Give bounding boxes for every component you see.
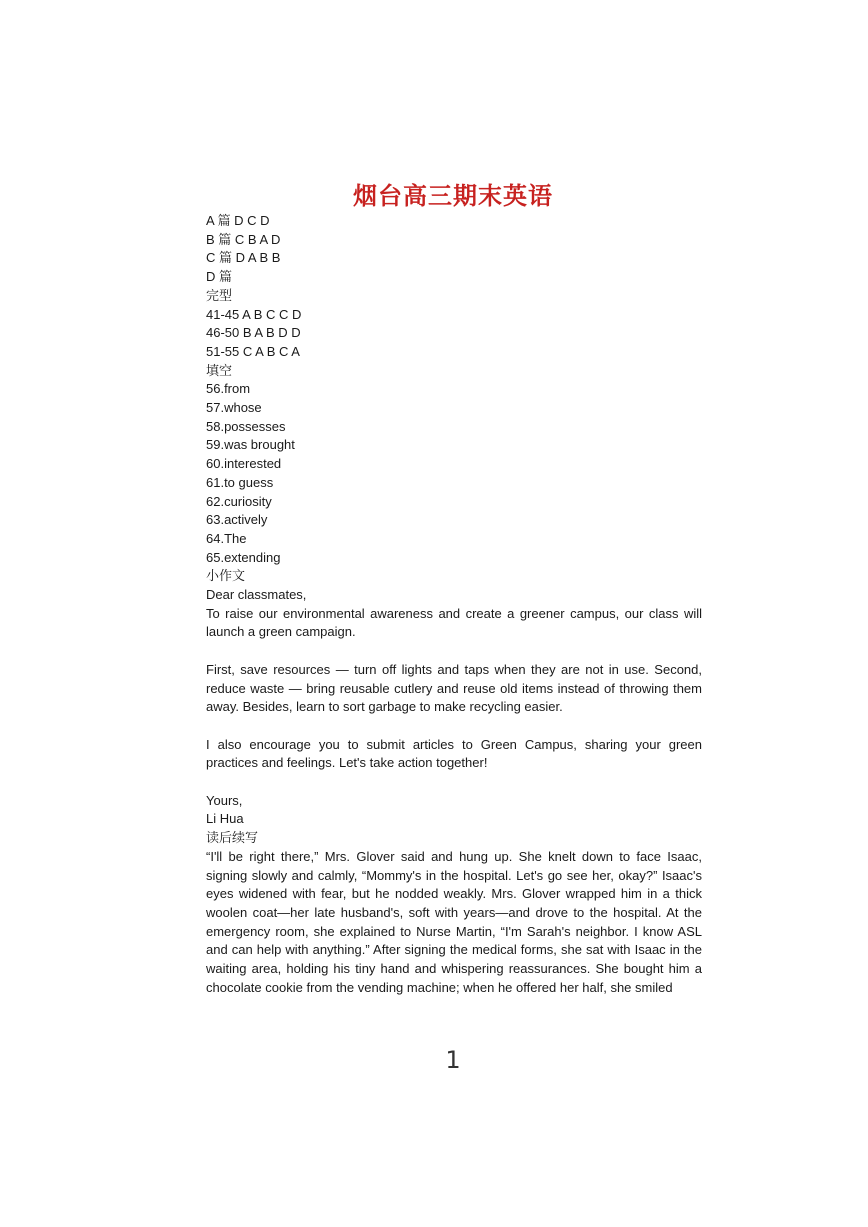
essay-paragraph-3: I also encourage you to submit articles to Green Campus, sharing your green practices and feelings. Let's take action together! — [206, 736, 702, 771]
fill-answer: 62.curiosity — [206, 493, 272, 509]
essay-closing: Yours, — [206, 792, 243, 808]
essay-signature: Li Hua — [206, 811, 244, 827]
document-title: 烟台高三期末英语 — [353, 182, 553, 210]
fill-answer: 60.interested — [206, 456, 282, 472]
cloze-answers-51-55: 51-55 C A B C A — [206, 343, 300, 359]
page-number: 1 — [445, 1046, 461, 1074]
fill-answer: 57.whose — [206, 400, 262, 416]
answer-line-a: A 篇 D C D — [206, 213, 270, 228]
essay-paragraph-2: First, save resources — turn off lights and taps when they are not in use. Second, reduce waste — bring reusable cutlery and reuse old items instead of throwing them away. Besides, learn to sort garbage to make recycling easier. — [206, 661, 702, 715]
cloze-heading: 完型 — [206, 287, 233, 303]
fill-answer: 59.was brought — [206, 437, 295, 453]
fill-answer: 63.actively — [206, 512, 268, 528]
fill-answer: 58.possesses — [206, 418, 286, 434]
cloze-answers-46-50: 46-50 B A B D D — [206, 325, 301, 341]
essay-heading: 小作文 — [206, 568, 246, 584]
essay-salutation: Dear classmates, — [206, 587, 307, 603]
fill-answer: 61.to guess — [206, 474, 274, 490]
paragraph-gap — [206, 642, 702, 661]
paragraph-gap — [206, 773, 702, 792]
fill-answer: 65.extending — [206, 549, 281, 565]
fill-heading: 填空 — [206, 362, 233, 378]
cloze-answers-41-45: 41-45 A B C C D — [206, 306, 302, 322]
paragraph-gap — [206, 717, 702, 736]
answer-line-b: B 篇 C B A D — [206, 231, 281, 247]
continuation-heading: 读后续写 — [206, 830, 259, 846]
fill-answer: 64.The — [206, 530, 247, 546]
answer-line-d: D 篇 — [206, 269, 233, 285]
continuation-text: “I'll be right there,” Mrs. Glover said and hung up. She knelt down to face Isaac, signing slowly and calmly, “Mommy's in the hospital. Let's go see her, okay?” Isaac's eyes widened with fear, but he nodded weakly. Mrs. Glover wrapped him in a thick woolen coat—her late husband's, soft with years—and drove to the hospital. At the emergency room, she explained to Nurse Martin, “I'm Sarah's neighbor. I know ASL and can help with anything.” After signing the medical forms, she sat with Isaac in the waiting area, holding his tiny hand and whispering reassurances. She bought him a chocolate cookie from the vending machine; when he offered her half, she smiled — [206, 848, 702, 995]
answer-line-c: C 篇 D A B B — [206, 250, 281, 266]
essay-paragraph-1: To raise our environmental awareness and create a greener campus, our class will launch a green campaign. — [206, 605, 702, 640]
fill-answer: 56.from — [206, 381, 251, 397]
answer-key-body — [206, 212, 702, 997]
